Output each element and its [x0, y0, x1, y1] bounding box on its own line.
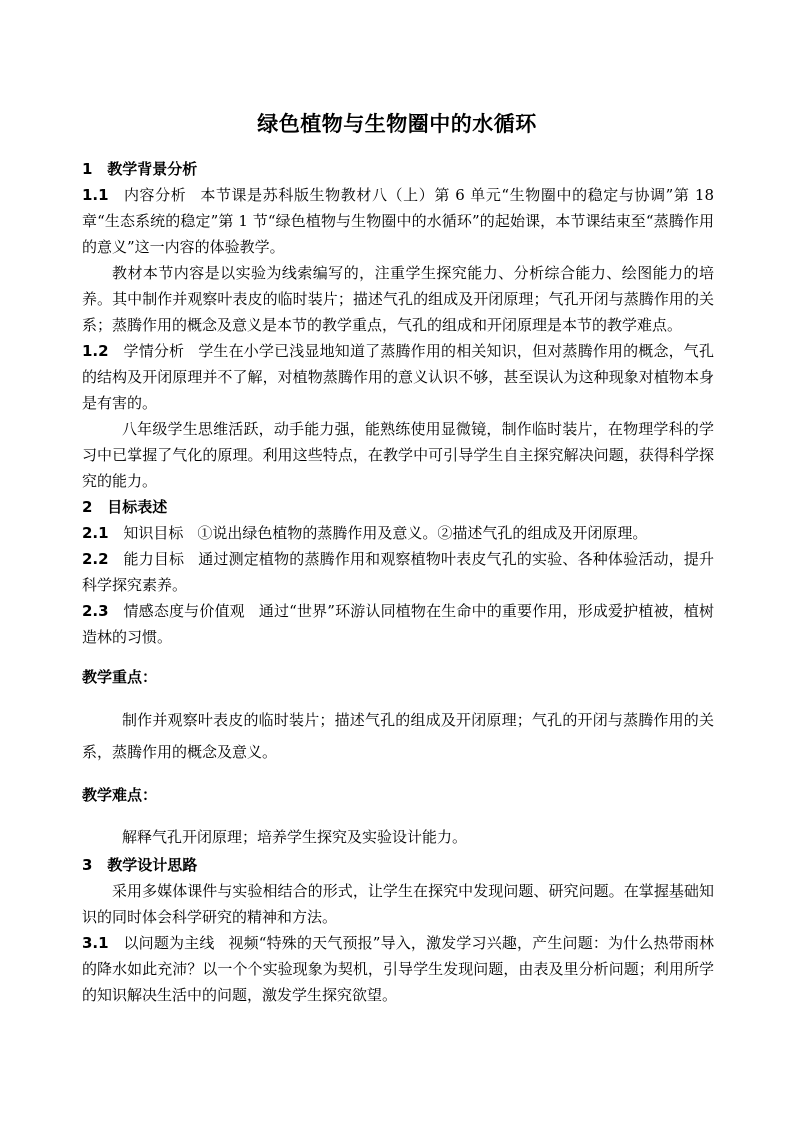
subsection-number: 1.2	[82, 342, 109, 360]
key-points-heading: 教学重点：	[82, 668, 158, 686]
section-number: 2	[82, 498, 93, 516]
section-2-3	[82, 598, 714, 650]
subsection-label: 知识目标	[123, 524, 184, 542]
section-3-paragraph: 采用多媒体课件与实验相结合的形式，让学生在探究中发现问题、研究问题。在掌握基础知识的同时体会科学研究的精神和方法。	[82, 882, 714, 926]
section-number: 1	[82, 160, 93, 178]
section-1-1-paragraph-2: 教材本节内容是以实验为线索编写的，注重学生探究能力、分析综合能力、绘图能力的培养。其中制作并观察叶表皮的临时装片；描述气孔的组成及开闭原理；气孔开闭与蒸腾作用的关系；蒸腾作用的概念及意义是本节的教学重点，气孔的组成和开闭原理是本节的教学难点。	[82, 264, 714, 334]
paragraph-text: 视频“特殊的天气预报”导入，激发学习兴趣，产生问题：为什么热带雨林的降水如此充沛？以一个个实验现象为契机，引导学生发现问题，由表及里分析问题；利用所学的知识解决生活中的问题，激发学生探究欲望。	[82, 934, 714, 1004]
section-1-1	[82, 182, 714, 260]
document-body	[82, 156, 714, 1008]
section-1-2	[82, 338, 714, 416]
section-2-1	[82, 520, 714, 546]
paragraph-text: 通过测定植物的蒸腾作用和观察植物叶表皮气孔的实验、各种体验活动，提升科学探究素养。	[82, 550, 714, 594]
section-title: 教学设计思路	[107, 856, 198, 874]
difficult-points-text: 解释气孔开闭原理；培养学生探究及实验设计能力。	[122, 828, 468, 846]
section-3-heading	[82, 852, 714, 878]
document-title: 绿色植物与生物圈中的水循环	[257, 112, 537, 136]
paragraph-text: 本节课是苏科版生物教材八（上）第 6 单元“生物圈中的稳定与协调”第 18 章“生态系统的稳定”第 1 节“绿色植物与生物圈中的水循环”的起始课，本节课结束至“蒸腾作用的意义”这一内容的体验教学。	[82, 186, 714, 256]
section-number: 3	[82, 856, 93, 874]
subsection-number: 2.2	[82, 550, 109, 568]
section-2-2	[82, 546, 714, 598]
key-points-text: 制作并观察叶表皮的临时装片；描述气孔的组成及开闭原理；气孔的开闭与蒸腾作用的关系，蒸腾作用的概念及意义。	[82, 711, 714, 761]
subsection-number: 2.3	[82, 602, 109, 620]
subsection-label: 内容分析	[123, 186, 187, 204]
subsection-number: 2.1	[82, 524, 109, 542]
section-title: 目标表述	[107, 498, 168, 516]
paragraph-text: ①说出绿色植物的蒸腾作用及意义。②描述气孔的组成及开闭原理。	[197, 524, 648, 542]
subsection-label: 以问题为主线	[123, 934, 215, 952]
difficult-points-heading: 教学难点：	[82, 786, 158, 804]
section-1-heading	[82, 156, 714, 182]
subsection-number: 1.1	[82, 186, 109, 204]
section-3-1	[82, 930, 714, 1008]
paragraph-text: 通过“世界”环游认同植物在生命中的重要作用，形成爱护植被，植树造林的习惯。	[82, 602, 714, 646]
subsection-label: 能力目标	[123, 550, 185, 568]
section-1-2-paragraph-2: 八年级学生思维活跃，动手能力强，能熟练使用显微镜，制作临时装片，在物理学科的学习中已掌握了气化的原理。利用这些特点，在教学中可引导学生自主探究解决问题，获得科学探究的能力。	[82, 420, 714, 490]
subsection-label: 学情分析	[123, 342, 185, 360]
section-title: 教学背景分析	[107, 160, 198, 178]
subsection-number: 3.1	[82, 934, 109, 952]
subsection-label: 情感态度与价值观	[123, 602, 245, 620]
section-2-heading	[82, 494, 714, 520]
paragraph-text: 学生在小学已浅显地知道了蒸腾作用的相关知识，但对蒸腾作用的概念，气孔的结构及开闭原理并不了解，对植物蒸腾作用的意义认识不够，甚至误认为这种现象对植物本身是有害的。	[82, 342, 714, 412]
